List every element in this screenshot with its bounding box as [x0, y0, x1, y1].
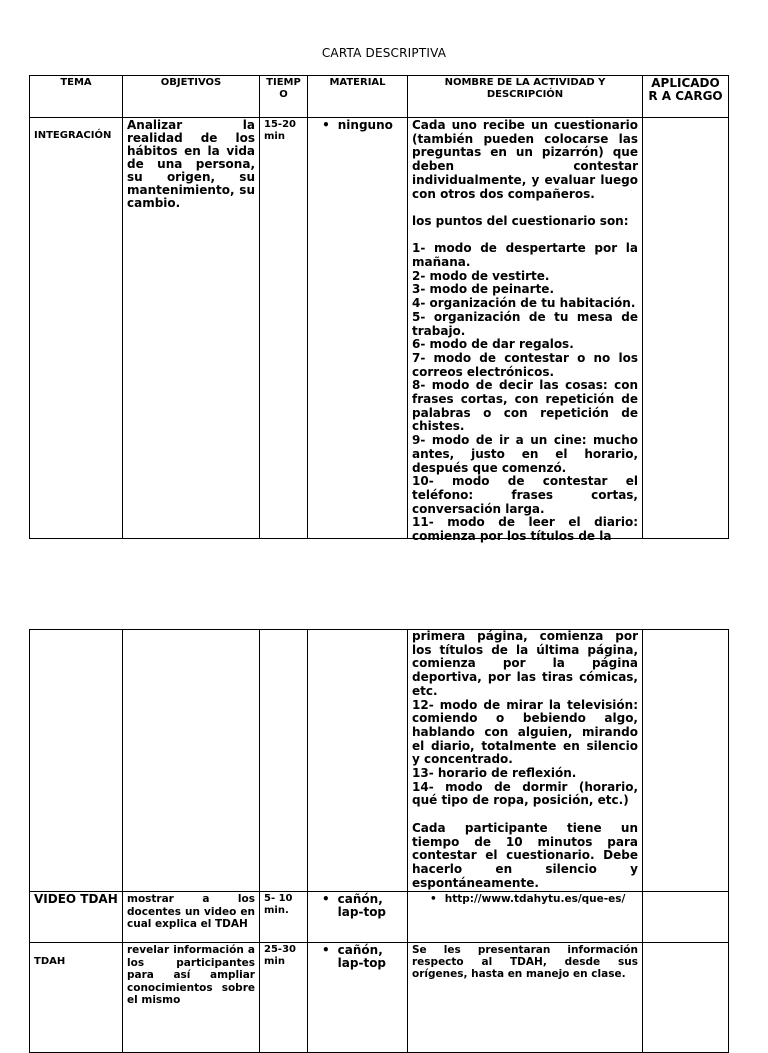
objetivos-cell: Analizar la realidad de los hábitos en la vida de una persona, su origen, su mantenimiento, su cambio. — [123, 118, 260, 539]
actividad-cell — [408, 630, 643, 892]
tema-cell: INTEGRACIÓN — [30, 118, 123, 539]
list-item: 12- modo de mirar la televisión: comiendo o bebiendo algo, hablando con alguien, mirando el diario, totalmente en silencio y concentrado. — [412, 697, 638, 767]
header-material: MATERIAL — [308, 76, 408, 118]
header-actividad: NOMBRE DE LA ACTIVIDAD Y DESCRIPCIÓN — [408, 76, 643, 118]
list-item: 8- modo de decir las cosas: con frases cortas, con repetición de palabras o con repetición de chistes. — [412, 378, 638, 434]
table-header-row — [30, 76, 729, 118]
video-link[interactable]: http://www.tdahytu.es/que-es/ — [444, 893, 626, 906]
list-item: 4- organización de tu habitación. — [412, 296, 636, 311]
activity-table-page-2 — [29, 629, 729, 1053]
material-list-item: • ninguno — [322, 118, 393, 132]
objetivos-cell: mostrar a los docentes un video en cual explica el TDAH — [123, 892, 260, 943]
actividad-intro: Cada uno recibe un cuestionario (también pueden colocarse las preguntas en un pizarrón) que deben contestar individualmente, y evaluar luego con otros dos compañeros. — [412, 118, 638, 201]
aplicado-cell — [643, 118, 729, 539]
tema-cell: TDAH — [30, 943, 123, 1053]
material-list-item: • cañón, lap-top — [322, 943, 387, 971]
tema-cell — [30, 630, 123, 892]
list-item: 11- modo de leer el diario: comienza por los títulos de la — [412, 515, 638, 544]
objetivos-cell: revelar información a los participantes para así ampliar conocimientos sobre el mismo — [123, 943, 260, 1053]
tiempo-cell: 25-30 min — [260, 943, 308, 1053]
material-cell — [308, 630, 408, 892]
list-item: 13- horario de reflexión. — [412, 766, 577, 781]
table-row-tdah — [30, 943, 729, 1053]
tiempo-cell: 15-20 min — [260, 118, 308, 539]
bullet-icon: • — [430, 893, 437, 906]
closing-paragraph: Cada participante tiene un tiempo de 10 minutos para contestar el cuestionario. Debe hacerlo en silencio y espontáneamente. — [412, 820, 638, 890]
tiempo-cell: 5- 10 min. — [260, 892, 308, 943]
table-row-video-tdah — [30, 892, 729, 943]
header-tiempo: TIEMPO — [260, 76, 308, 118]
objetivos-cell — [123, 630, 260, 892]
aplicado-cell — [643, 943, 729, 1053]
list-item: 6- modo de dar regalos. — [412, 337, 574, 352]
header-objetivos: OBJETIVOS — [123, 76, 260, 118]
link-list-item — [412, 893, 638, 905]
tema-cell: VIDEO TDAH — [30, 892, 123, 943]
material-cell — [308, 892, 408, 943]
document-title: CARTA DESCRIPTIVA — [321, 46, 447, 60]
bullet-icon: • — [322, 118, 330, 132]
material-list-item: • cañón, lap-top — [322, 892, 387, 920]
table-row-integracion-continued — [30, 630, 729, 892]
puntos-label: los puntos del cuestionario son: — [412, 213, 629, 228]
tiempo-cell — [260, 630, 308, 892]
material-cell — [308, 943, 408, 1053]
actividad-cell: Se les presentaran información respecto al TDAH, desde sus orígenes, hasta en manejo en clase. — [408, 943, 643, 1053]
actividad-cell — [408, 892, 643, 943]
bullet-icon: • — [322, 943, 330, 958]
list-item: 10- modo de contestar el teléfono: frases cortas, conversación larga. — [412, 474, 638, 516]
table-row-integracion — [30, 118, 729, 539]
list-item: 3- modo de peinarte. — [412, 282, 555, 297]
material-cell — [308, 118, 408, 539]
list-item: 7- modo de contestar o no los correos electrónicos. — [412, 350, 638, 379]
activity-table-page-1 — [29, 75, 729, 544]
actividad-cell — [408, 118, 643, 544]
list-item: 14- modo de dormir (horario, qué tipo de ropa, posición, etc.) — [412, 779, 638, 808]
header-aplicado: APLICADO R A CARGO — [643, 76, 729, 118]
list-item: 2- modo de vestirte. — [412, 268, 550, 283]
bullet-icon: • — [322, 892, 330, 907]
aplicado-cell — [643, 630, 729, 892]
list-item: 9- modo de ir a un cine: mucho antes, justo en el horario, después que comenzó. — [412, 433, 638, 475]
list-item: primera página, comienza por los títulos de la última página, comienza por la página deportiva, por las tiras cómicas, etc. — [412, 629, 638, 698]
list-item: 5- organización de tu mesa de trabajo. — [412, 309, 638, 338]
list-item: 1- modo de despertarte por la mañana. — [412, 241, 638, 269]
aplicado-cell — [643, 892, 729, 943]
header-tema: TEMA — [30, 76, 123, 118]
